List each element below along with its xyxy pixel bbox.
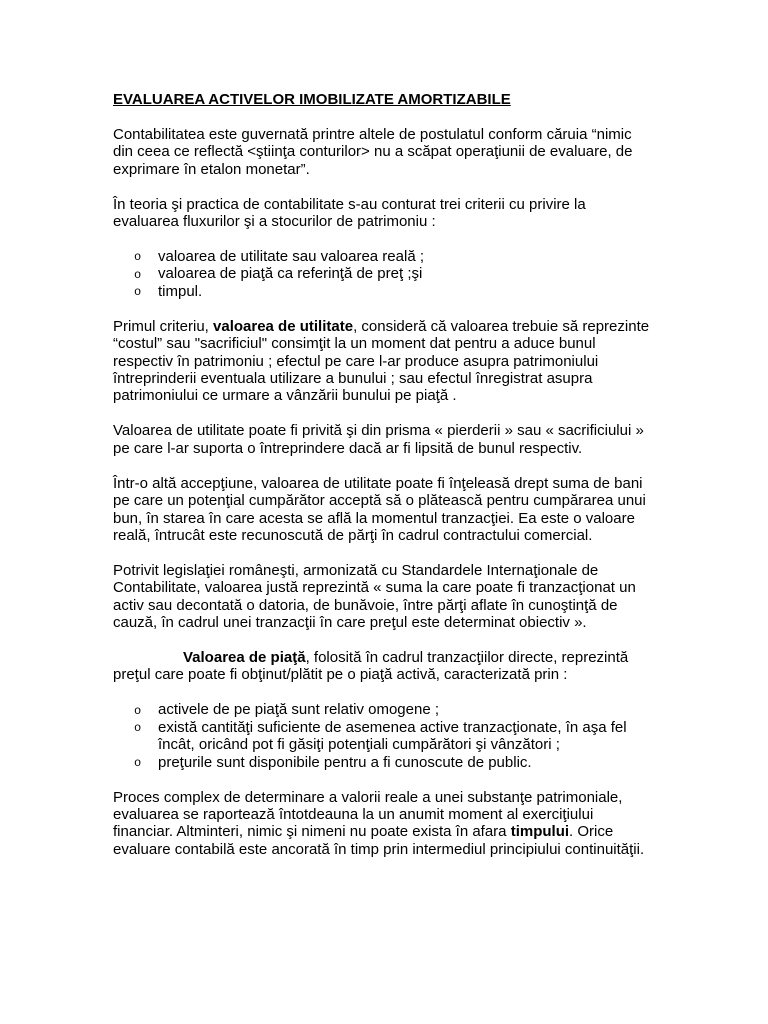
text-line: Potrivit legislaţiei româneşti, armonizată cu Standardele Internaţionale de	[113, 561, 599, 579]
text-line: preţul care poate fi obţinut/plătit pe o piaţă activă, caracterizată prin :	[113, 666, 568, 684]
text-line: evaluare contabilă este ancorată în timp prin intermediul principiului continuităţii.	[113, 840, 645, 858]
paragraph-fair-value	[113, 562, 658, 632]
criteria-list	[113, 248, 658, 300]
text-line: întreprinderii eventuala utilizare a bunului ; sau efectul înregistrat asupra	[113, 370, 593, 387]
text-line: În teoria şi practica de contabilitate s-au conturat trei criterii cu privire la	[113, 195, 586, 213]
list-item-text: timpul.	[158, 282, 203, 300]
paragraph-utility-price	[113, 475, 658, 545]
paragraph-market-value	[113, 649, 658, 684]
bullet-icon: o	[134, 285, 142, 300]
bullet-icon: o	[134, 703, 142, 718]
text-line: Contabilitate, valoarea justă reprezintă « suma la care poate fi tranzacţionat un	[113, 579, 636, 597]
market-conditions-list	[113, 701, 658, 771]
text-line: reală, întrucât este recunoscută de părţi în cadrul contractului comercial.	[113, 526, 593, 544]
text-line: evaluarea fluxurilor şi a stocurilor de patrimoniu :	[113, 213, 436, 231]
text-line: Proces complex de determinare a valorii reale a unei substanţe patrimoniale,	[113, 788, 623, 806]
text-line: “costul” sau "sacrificiul" consimţit la un moment dat pentru a aduce bunul	[113, 335, 596, 353]
text-line	[113, 823, 658, 840]
text-line	[113, 649, 658, 666]
bold-term: valoarea de utilitate	[213, 317, 354, 335]
document-title: EVALUAREA ACTIVELOR IMOBILIZATE AMORTIZABILE	[113, 91, 511, 108]
text-line: din ceea ce reflectă <ştiinţa conturilor> nu a scăpat operaţiunii de evaluare, de	[113, 143, 633, 161]
list-item-text: valoarea de utilitate sau valoarea reală ;	[158, 247, 425, 265]
bullet-icon: o	[134, 267, 142, 282]
text-line: pe care l-ar suporta o întreprindere dacă ar fi lipsită de bunul respectiv.	[113, 439, 583, 457]
list-item	[113, 754, 658, 771]
paragraph-criteria-intro	[113, 196, 658, 231]
text-line: exprimare în etalon monetar”.	[113, 160, 310, 178]
paragraph-time	[113, 789, 658, 859]
list-item	[113, 248, 658, 265]
text-segment: financiar. Altminteri, nimic şi nimeni nu poate exista în afara	[113, 823, 511, 841]
list-item-text: activele de pe piaţă sunt relativ omogene ;	[158, 701, 440, 719]
list-item-text: există cantităţi suficiente de asemenea active tranzacţionate, în aşa fel	[158, 718, 627, 736]
text-line: activ sau decontată o datoria, de bunăvoie, între părţi aflate în cunoştinţă de	[113, 596, 618, 614]
bullet-icon: o	[134, 250, 142, 265]
paragraph-utility-value	[113, 318, 658, 405]
text-line: pe care un potenţial cumpărător acceptă să o plătească pentru cumpărarea unui	[113, 492, 646, 510]
paragraph-intro	[113, 126, 658, 178]
text-line: Contabilitatea este guvernată printre altele de postulatul conform căruia “nimic	[113, 125, 632, 143]
text-segment: , folosită în cadrul tranzacţiilor directe, reprezintă	[305, 649, 629, 666]
bullet-icon: o	[134, 721, 142, 736]
list-item	[113, 719, 658, 754]
list-item	[113, 283, 658, 300]
bold-term: Valoarea de piaţă	[183, 649, 306, 666]
list-item	[113, 701, 658, 718]
text-line: Valoarea de utilitate poate fi privită şi din prisma « pierderii » sau « sacrificiului »	[113, 422, 644, 440]
text-line: bun, în starea în care acesta se află la momentul tranzacţiei. Ea este o valoare	[113, 509, 635, 527]
document-body	[113, 91, 658, 876]
text-line: respectiv în patrimoniu ; efectul pe care l-ar produce asupra patrimoniului	[113, 352, 599, 370]
text-line: evaluarea se raportează întotdeauna la un anumit moment al exerciţiului	[113, 805, 594, 823]
list-item	[113, 265, 658, 282]
list-item-text: preţurile sunt disponibile pentru a fi cunoscute de public.	[158, 753, 532, 771]
text-line	[113, 318, 658, 335]
text-line: cauză, în cadrul unei tranzacţii în care preţul este determinat obiectiv ».	[113, 614, 587, 632]
text-segment: , consideră că valoarea trebuie să reprezinte	[353, 317, 650, 335]
text-segment: Primul criteriu,	[113, 317, 214, 335]
paragraph-utility-loss	[113, 422, 658, 457]
text-line: Într-o altă accepţiune, valoarea de utilitate poate fi înţeleasă drept suma de bani	[113, 474, 643, 492]
title-paragraph	[113, 91, 658, 108]
text-line: patrimoniului ce urmare a vânzării bunului pe piaţă .	[113, 387, 457, 405]
text-segment: . Orice	[569, 823, 614, 841]
list-item-text: valoarea de piaţă ca referinţă de preţ ;şi	[158, 265, 423, 283]
list-item-text: încât, oricând pot fi găsiţi potenţiali cumpărători şi vânzători ;	[158, 736, 560, 754]
bullet-icon: o	[134, 756, 142, 771]
bold-term: timpului	[510, 823, 570, 841]
